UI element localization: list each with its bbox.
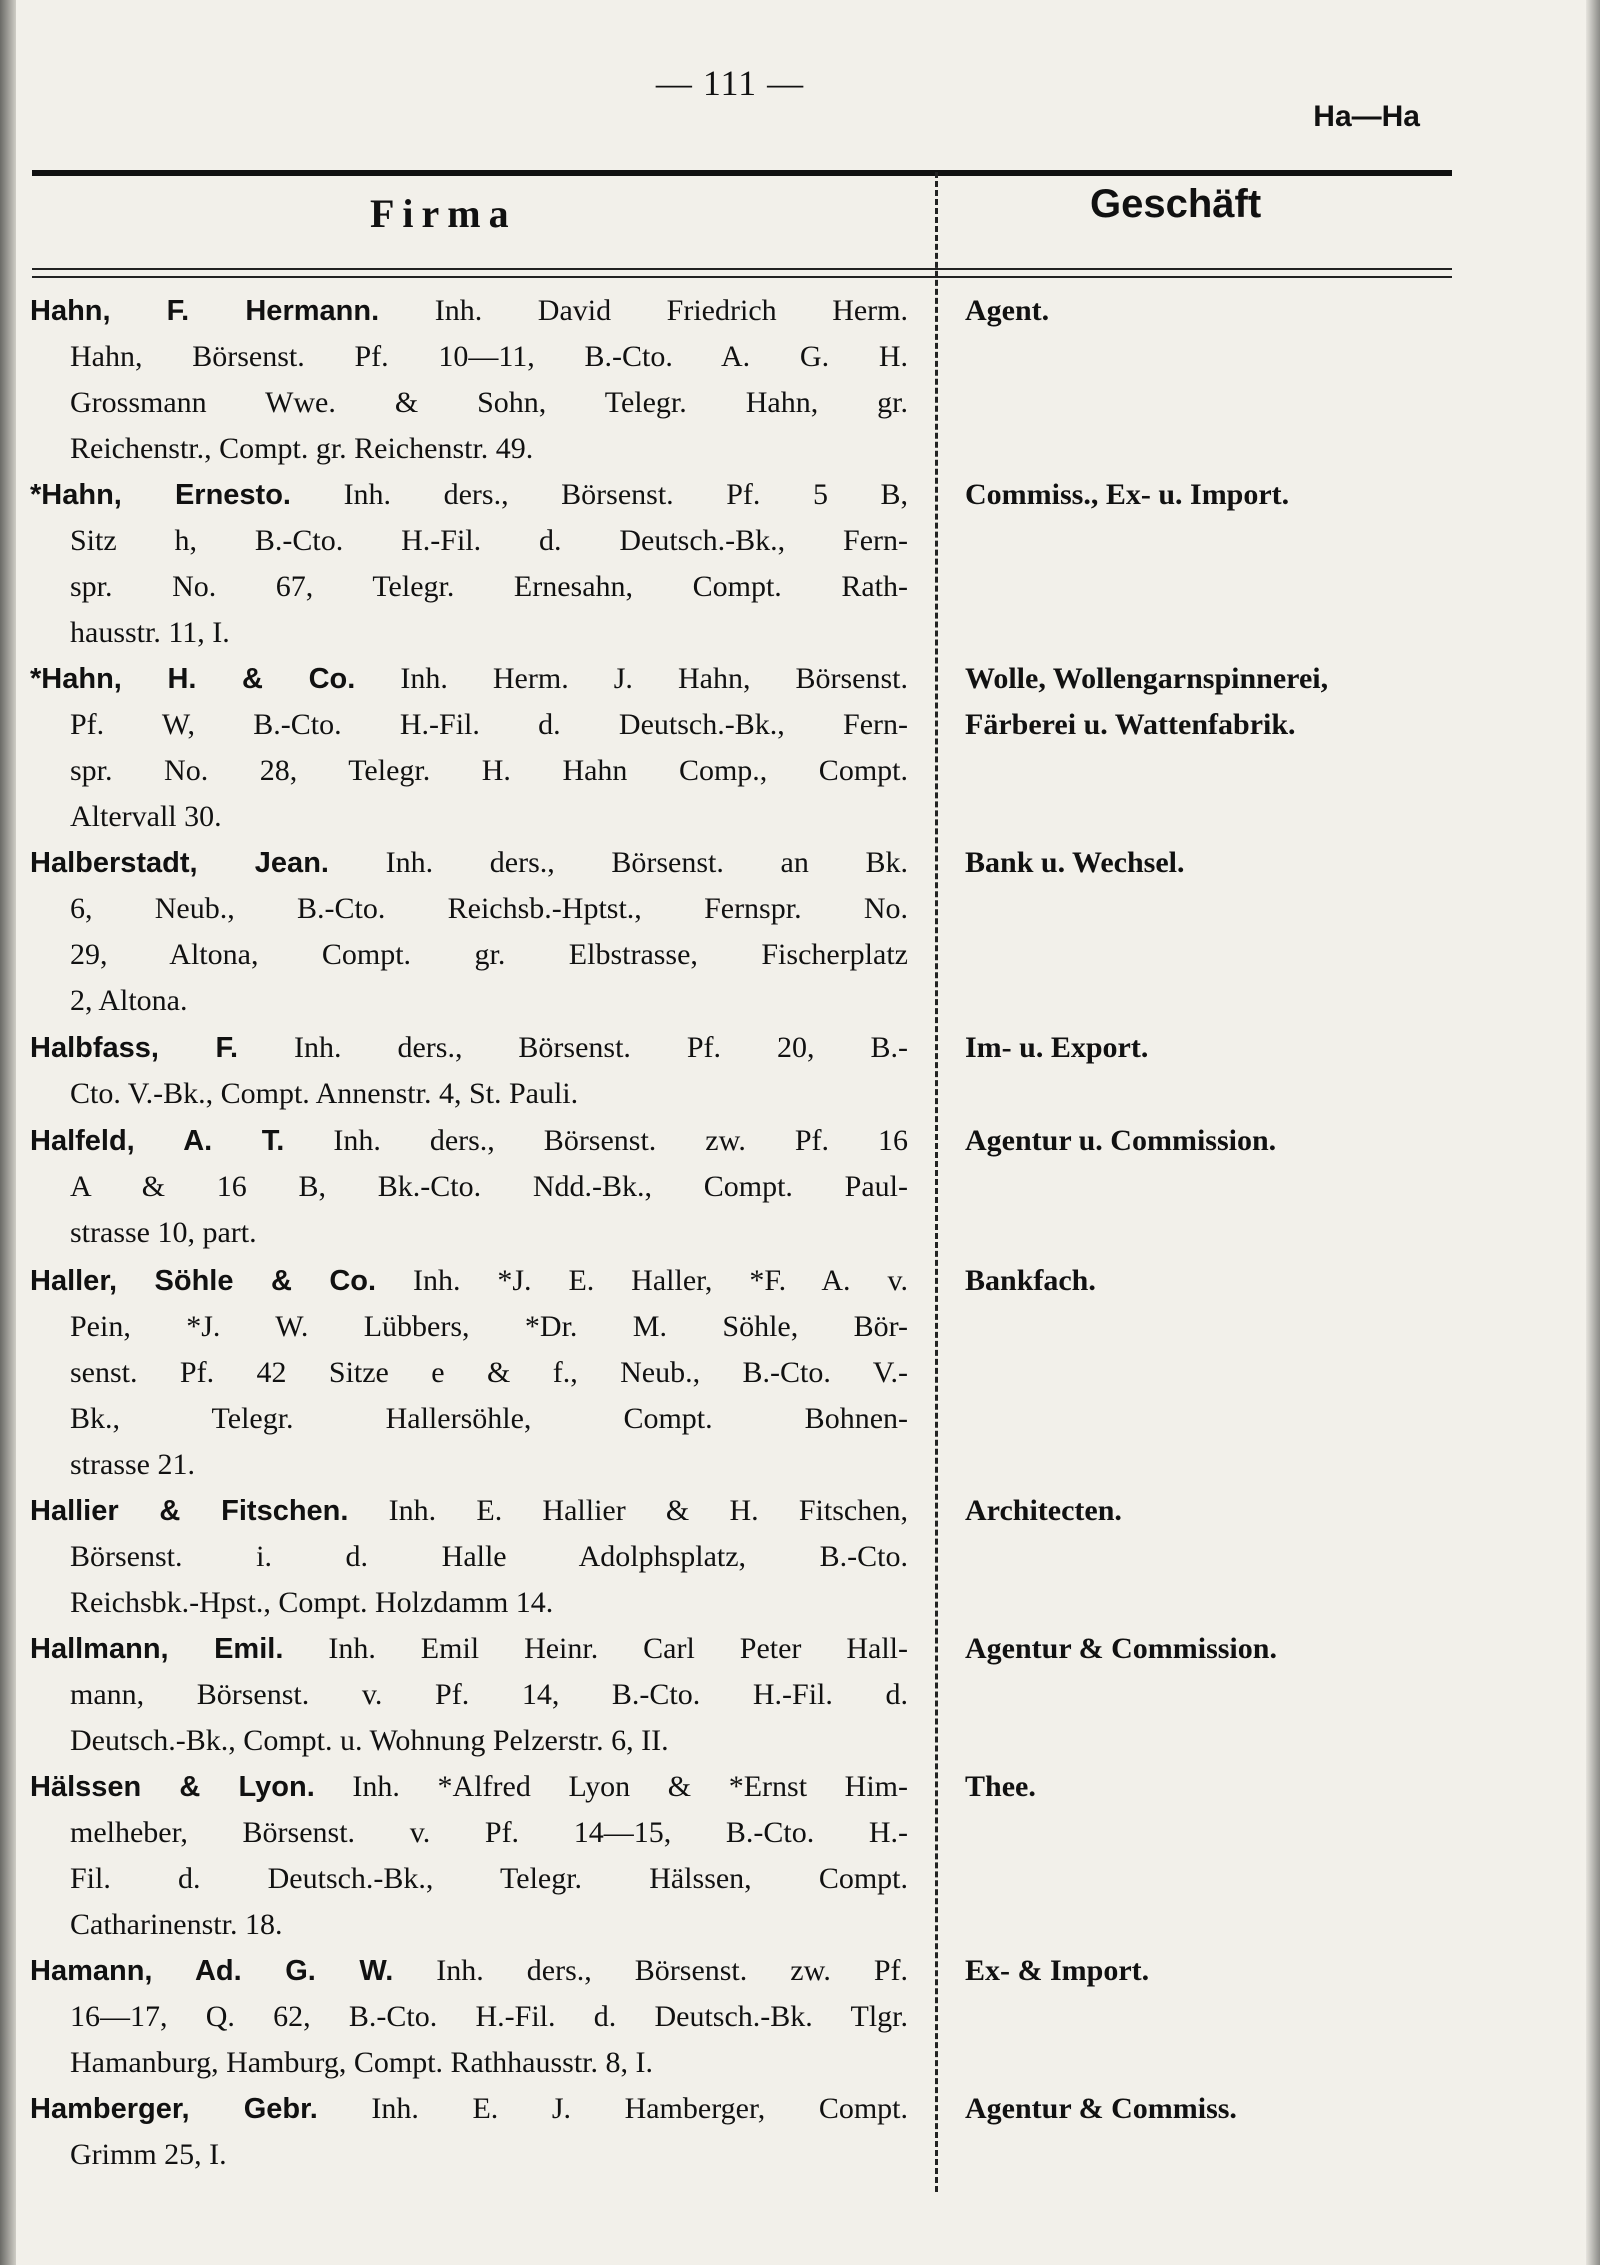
entry-line [30, 1718, 908, 1764]
page-edge-right [1586, 0, 1600, 2265]
firm-name: Halbfass, F. [30, 1032, 239, 1064]
entry-line [30, 1856, 908, 1902]
entry-line [30, 610, 908, 656]
entry-line [30, 1672, 908, 1718]
header-double-rule-top [32, 268, 1452, 270]
entry-line [30, 1118, 908, 1164]
entry-line-text: Reichenstr., Compt. gr. Reichenstr. 49. [70, 432, 534, 465]
entry-line-text: 16—17, Q. 62, B.-Cto. H.-Fil. d. Deutsch.-Bk. Tlgr. [70, 2000, 908, 2033]
entry-business [965, 656, 1450, 748]
entry-line-text: Inh. ders., Börsenst. zw. Pf. 16 [333, 1124, 909, 1157]
firm-name: Halberstadt, Jean. [30, 847, 329, 879]
entry-line [30, 656, 908, 702]
entry-line [30, 748, 908, 794]
entry-line-text: Inh. Emil Heinr. Carl Peter Hall- [328, 1632, 909, 1665]
entry-line [30, 2086, 908, 2132]
firm-name: Halfeld, A. T. [30, 1125, 285, 1157]
page-edge-left [0, 0, 16, 2265]
entry-business [965, 1948, 1450, 1994]
entry-line [30, 1258, 908, 1304]
entry-line-text: Hamanburg, Hamburg, Compt. Rathhausstr. 8, I. [70, 2046, 654, 2079]
entry-line-text: Grimm 25, I. [70, 2138, 227, 2171]
entry-line-text: strasse 10, part. [70, 1216, 257, 1249]
entry-line [30, 1304, 908, 1350]
entry-line [30, 472, 908, 518]
entry-line-text: mann, Börsenst. v. Pf. 14, B.-Cto. H.-Fil. d. [70, 1678, 908, 1711]
entry-firm-text [30, 1764, 908, 1948]
entry-line [30, 1350, 908, 1396]
entry-line-text: 6, Neub., B.-Cto. Reichsb.-Hptst., Fernspr. No. [70, 892, 908, 925]
business-line: Färberei u. Wattenfabrik. [965, 708, 1296, 741]
entry-firm-text [30, 2086, 908, 2178]
entry-business [965, 1626, 1450, 1672]
entry-line-text: Grossmann Wwe. & Sohn, Telegr. Hahn, gr. [70, 386, 908, 419]
entry-line [30, 886, 908, 932]
entry-business [965, 1118, 1450, 1164]
entry-line [30, 334, 908, 380]
page-number: — 111 — [655, 63, 805, 103]
entry-line-text: A & 16 B, Bk.-Cto. Ndd.-Bk., Compt. Paul- [70, 1170, 908, 1203]
entry-line-text: Pein, *J. W. Lübbers, *Dr. M. Söhle, Bör- [70, 1310, 908, 1343]
entry-line-text: Inh. ders., Börsenst. Pf. 5 B, [343, 478, 909, 511]
entry-line [30, 1071, 908, 1117]
business-line: Architecten. [965, 1494, 1122, 1527]
entry-line-text: 2, Altona. [70, 984, 188, 1017]
entry-business [965, 288, 1450, 334]
firm-name: *Hahn, H. & Co. [30, 663, 356, 695]
business-line: Agentur u. Commission. [965, 1124, 1277, 1157]
entry-line [30, 932, 908, 978]
entry-line [30, 380, 908, 426]
entry-firm-text [30, 1948, 908, 2086]
entry-line-text: Inh. Herm. J. Hahn, Börsenst. [400, 662, 908, 695]
entry-line [30, 1164, 908, 1210]
entry-business [965, 1025, 1450, 1071]
entry-line-text: Bk., Telegr. Hallersöhle, Compt. Bohnen- [70, 1402, 908, 1435]
entry-line [30, 426, 908, 472]
entry-firm-text [30, 288, 908, 472]
entry-line-text: Inh. E. J. Hamberger, Compt. [371, 2092, 908, 2125]
entry-line-text: Fil. d. Deutsch.-Bk., Telegr. Hälssen, Compt. [70, 1862, 908, 1895]
entry-line [30, 1764, 908, 1810]
business-line: Thee. [965, 1770, 1036, 1803]
column-header-geschaeft: Geschäft [1090, 182, 1262, 226]
entry-line-text: Sitz h, B.-Cto. H.-Fil. d. Deutsch.-Bk., Fern- [70, 524, 908, 557]
column-divider [935, 172, 940, 2192]
header-double-rule-bottom [32, 276, 1452, 278]
entry-line-text: strasse 21. [70, 1448, 195, 1481]
entry-business [965, 840, 1450, 886]
header-rule [32, 170, 1452, 176]
entry-firm-text [30, 840, 908, 1024]
entry-line-text: Deutsch.-Bk., Compt. u. Wohnung Pelzerstr. 6, II. [70, 1724, 669, 1757]
business-line: Bankfach. [965, 1264, 1096, 1297]
entry-line-text: melheber, Börsenst. v. Pf. 14—15, B.-Cto. H.- [70, 1816, 908, 1849]
entry-firm-text [30, 1025, 908, 1117]
entry-line [30, 1210, 908, 1256]
entry-line-text: Pf. W, B.-Cto. H.-Fil. d. Deutsch.-Bk., Fern- [70, 708, 908, 741]
entry-line-text: Hahn, Börsenst. Pf. 10—11, B.-Cto. A. G. H. [70, 340, 908, 373]
firm-name: Hamann, Ad. G. W. [30, 1955, 394, 1987]
entry-firm-text [30, 472, 908, 656]
entry-line [30, 702, 908, 748]
entry-line-text: hausstr. 11, I. [70, 616, 230, 649]
entry-line [30, 978, 908, 1024]
entry-firm-text [30, 1626, 908, 1764]
entry-line [30, 1994, 908, 2040]
entry-business [965, 2086, 1450, 2132]
business-line: Ex- & Import. [965, 1954, 1150, 1987]
entry-line [30, 1442, 908, 1488]
entry-line [30, 1810, 908, 1856]
firm-name: Hahn, F. Hermann. [30, 295, 380, 327]
firm-name: Hallier & Fitschen. [30, 1495, 349, 1527]
entry-line-text: Catharinenstr. 18. [70, 1908, 283, 1941]
entry-line-text: Inh. *J. E. Haller, *F. A. v. [412, 1264, 908, 1297]
business-line: Agentur & Commiss. [965, 2092, 1237, 2125]
entry-line-text: Inh. *Alfred Lyon & *Ernst Him- [352, 1770, 908, 1803]
business-line: Bank u. Wechsel. [965, 846, 1185, 879]
entry-line-text: Inh. E. Hallier & H. Fitschen, [388, 1494, 909, 1527]
entry-business [965, 1764, 1450, 1810]
running-head: Ha—Ha [1313, 100, 1420, 133]
entry-line-text: senst. Pf. 42 Sitze e & f., Neub., B.-Cto. V.- [70, 1356, 908, 1389]
entry-line-text: Inh. ders., Börsenst. an Bk. [385, 846, 909, 879]
entry-line [30, 2132, 908, 2178]
entry-line [30, 2040, 908, 2086]
firm-name: Haller, Söhle & Co. [30, 1265, 377, 1297]
entry-line [30, 1948, 908, 1994]
entry-line-text: Börsenst. i. d. Halle Adolphsplatz, B.-Cto. [70, 1540, 908, 1573]
entry-line-text: spr. No. 28, Telegr. H. Hahn Comp., Compt. [70, 754, 908, 787]
business-line: Commiss., Ex- u. Import. [965, 478, 1290, 511]
entry-line-text: Altervall 30. [70, 800, 222, 833]
entry-line-text: Reichsbk.-Hpst., Compt. Holzdamm 14. [70, 1586, 554, 1619]
business-line: Agent. [965, 294, 1050, 327]
entry-firm-text [30, 656, 908, 840]
firm-name: Hamberger, Gebr. [30, 2093, 318, 2125]
entry-business [965, 472, 1450, 518]
firm-name: Hälssen & Lyon. [30, 1771, 315, 1803]
entry-line-text: spr. No. 67, Telegr. Ernesahn, Compt. Rath- [70, 570, 908, 603]
firm-name: *Hahn, Ernesto. [30, 479, 291, 511]
entry-line-text: Inh. ders., Börsenst. zw. Pf. [436, 1954, 908, 1987]
entry-line [30, 794, 908, 840]
entry-line-text: Cto. V.-Bk., Compt. Annenstr. 4, St. Pauli. [70, 1077, 579, 1110]
entry-firm-text [30, 1258, 908, 1488]
entry-line [30, 1396, 908, 1442]
entry-line [30, 1626, 908, 1672]
entry-line-text: Inh. David Friedrich Herm. [434, 294, 909, 327]
entry-line [30, 1025, 908, 1071]
entry-line [30, 288, 908, 334]
entry-line [30, 518, 908, 564]
business-line: Wolle, Wollengarnspinnerei, [965, 662, 1329, 695]
entry-business [965, 1258, 1450, 1304]
business-line: Im- u. Export. [965, 1031, 1149, 1064]
entry-line-text: 29, Altona, Compt. gr. Elbstrasse, Fischerplatz [70, 938, 908, 971]
entry-firm-text [30, 1488, 908, 1626]
entry-business [965, 1488, 1450, 1534]
entry-firm-text [30, 1118, 908, 1256]
firm-name: Hallmann, Emil. [30, 1633, 284, 1665]
entry-line [30, 1534, 908, 1580]
entry-line [30, 840, 908, 886]
entry-line [30, 1488, 908, 1534]
entry-line [30, 1580, 908, 1626]
business-line: Agentur & Commission. [965, 1632, 1277, 1665]
entry-line [30, 564, 908, 610]
entry-line [30, 1902, 908, 1948]
entry-line-text: Inh. ders., Börsenst. Pf. 20, B.- [294, 1031, 908, 1064]
column-header-firma: Firma [370, 191, 517, 236]
